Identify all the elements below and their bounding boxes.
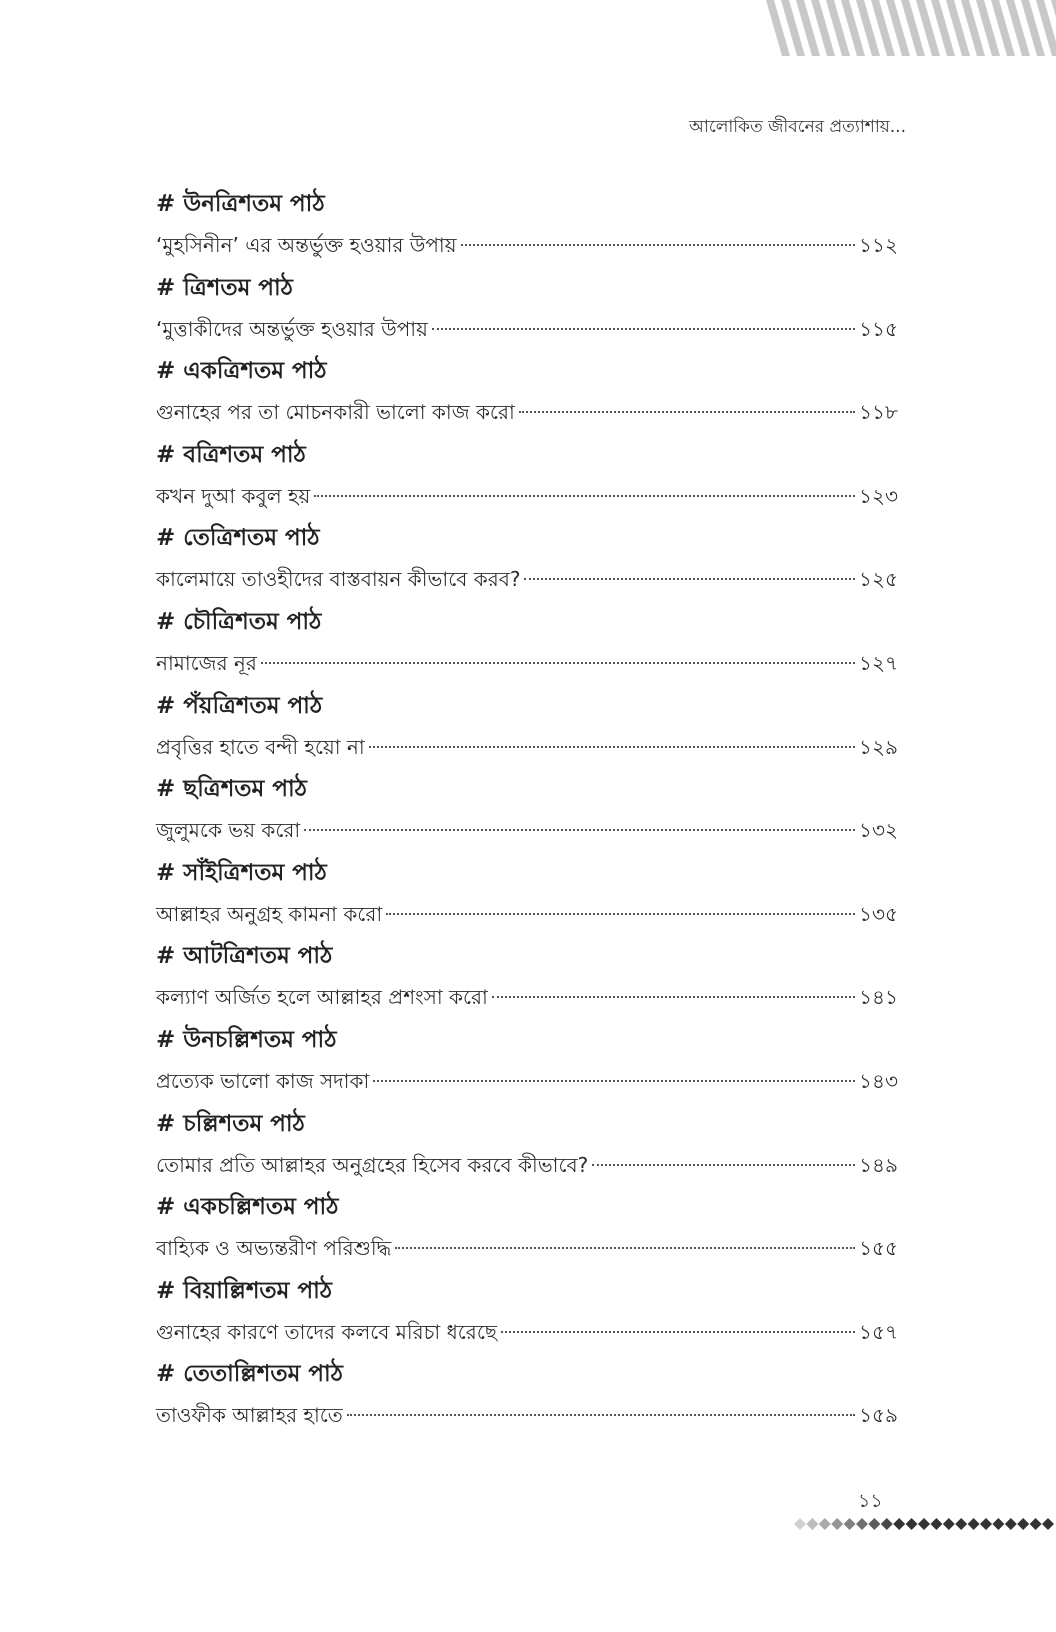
dot-leader xyxy=(314,495,855,497)
chapter-heading: # তেতাল্লিশতম পাঠ xyxy=(156,1361,343,1388)
toc-entry[interactable] xyxy=(156,1152,898,1178)
diamond-shape xyxy=(893,1518,905,1530)
decorative-stripes xyxy=(766,0,1056,56)
dot-leader xyxy=(461,244,856,246)
toc-chapter xyxy=(156,859,898,943)
entry-page-number: ১২৫ xyxy=(859,567,898,592)
toc-entry[interactable] xyxy=(156,483,898,509)
diamond-shape xyxy=(868,1518,880,1530)
diamond-shape xyxy=(992,1518,1004,1530)
entry-title: বাহ্যিক ও অভ্যন্তরীণ পরিশুদ্ধি xyxy=(156,1236,392,1261)
toc-entry[interactable] xyxy=(156,1235,898,1261)
dot-leader xyxy=(386,913,855,915)
entry-page-number: ১১৮ xyxy=(859,400,898,425)
chapter-heading: # সাঁইত্রিশতম পাঠ xyxy=(156,859,327,886)
dot-leader xyxy=(432,328,855,330)
chapter-heading: # উনচল্লিশতম পাঠ xyxy=(156,1026,337,1053)
entry-page-number: ১৩২ xyxy=(859,818,898,843)
entry-title: কল্যাণ অর্জিত হলে আল্লাহর প্রশংসা করো xyxy=(156,985,488,1010)
toc-chapter xyxy=(156,1110,898,1194)
decorative-diamond-border xyxy=(794,1514,1056,1534)
toc-chapter xyxy=(156,190,898,274)
entry-page-number: ১৪৩ xyxy=(859,1068,898,1093)
entry-title: গুনাহের পর তা মোচনকারী ভালো কাজ করো xyxy=(156,400,515,425)
chapter-heading: # বত্রিশতম পাঠ xyxy=(156,441,306,468)
toc-entry[interactable] xyxy=(156,650,898,676)
dot-leader xyxy=(395,1247,855,1249)
entry-title: কালেমায়ে তাওহীদের বাস্তবায়ন কীভাবে করব? xyxy=(156,567,521,592)
toc-chapter xyxy=(156,1360,898,1444)
toc-chapter xyxy=(156,692,898,776)
diamond-shape xyxy=(1042,1518,1054,1530)
diamond-shape xyxy=(930,1518,942,1530)
toc-entry[interactable] xyxy=(156,984,898,1010)
diamond-shape xyxy=(856,1518,868,1530)
entry-title: প্রত্যেক ভালো কাজ সদাকা xyxy=(156,1068,370,1093)
entry-title: ‘মুহসিনীন’ এর অন্তর্ভুক্ত হওয়ার উপায় xyxy=(156,233,457,257)
chapter-heading: # চল্লিশতম পাঠ xyxy=(156,1110,305,1137)
dot-leader xyxy=(373,1080,855,1082)
toc-chapter xyxy=(156,524,898,608)
entry-title: আল্লাহর অনুগ্রহ কামনা করো xyxy=(156,901,383,926)
chapter-heading: # আটত্রিশতম পাঠ xyxy=(156,943,333,970)
chapter-heading: # পঁয়ত্রিশতম পাঠ xyxy=(156,692,323,719)
entry-page-number: ১৫৫ xyxy=(859,1236,898,1261)
toc-chapter xyxy=(156,357,898,441)
dot-leader xyxy=(304,829,855,831)
toc-entry[interactable] xyxy=(156,232,898,258)
diamond-shape xyxy=(1030,1518,1042,1530)
toc-entry[interactable] xyxy=(156,901,898,927)
diamond-shape xyxy=(806,1518,818,1530)
toc-chapter xyxy=(156,942,898,1026)
entry-page-number: ১২৩ xyxy=(859,483,898,508)
toc-entry[interactable] xyxy=(156,817,898,843)
chapter-heading: # উনত্রিশতম পাঠ xyxy=(156,191,325,217)
entry-page-number: ১৫৭ xyxy=(859,1319,898,1344)
entry-page-number: ১১২ xyxy=(859,233,898,257)
toc-chapter xyxy=(156,1193,898,1277)
chapter-heading: # চৌত্রিশতম পাঠ xyxy=(156,608,322,635)
toc-entry[interactable] xyxy=(156,734,898,760)
entry-title: জুলুমকে ভয় করো xyxy=(156,818,301,843)
diamond-shape xyxy=(794,1518,806,1530)
diamond-shape xyxy=(918,1518,930,1530)
diamond-shape xyxy=(980,1518,992,1530)
toc-chapter xyxy=(156,775,898,859)
entry-page-number: ১৩৫ xyxy=(859,901,898,926)
entry-page-number: ১১৫ xyxy=(859,316,898,341)
toc-chapter xyxy=(156,274,898,358)
toc-entry[interactable] xyxy=(156,1402,898,1428)
diamond-shape xyxy=(819,1518,831,1530)
entry-page-number: ১৫৯ xyxy=(859,1403,898,1428)
dot-leader xyxy=(501,1331,855,1333)
dot-leader xyxy=(347,1414,855,1416)
diamond-shape xyxy=(831,1518,843,1530)
entry-title: তোমার প্রতি আল্লাহর অনুগ্রহের হিসেব করবে কীভাবে? xyxy=(156,1152,589,1177)
entry-title: গুনাহের কারণে তাদের কলবে মরিচা ধরেছে xyxy=(156,1319,497,1344)
diamond-shape xyxy=(844,1518,856,1530)
entry-title: ‘মুত্তাকীদের অন্তর্ভুক্ত হওয়ার উপায় xyxy=(156,316,428,341)
chapter-heading: # বিয়াল্লিশতম পাঠ xyxy=(156,1277,333,1304)
dot-leader xyxy=(524,578,855,580)
entry-page-number: ১২৭ xyxy=(859,650,898,675)
chapter-heading: # একত্রিশতম পাঠ xyxy=(156,358,327,385)
entry-page-number: ১৪৯ xyxy=(859,1152,898,1177)
dot-leader xyxy=(492,996,855,998)
entry-page-number: ১২৯ xyxy=(859,734,898,759)
diamond-shape xyxy=(1005,1518,1017,1530)
running-head: আলোকিত জীবনের প্রত্যাশায়... xyxy=(689,117,906,137)
page-number: ১১ xyxy=(858,1490,883,1512)
entry-title: তাওফীক আল্লাহর হাতে xyxy=(156,1403,343,1428)
chapter-heading: # ত্রিশতম পাঠ xyxy=(156,274,293,301)
toc-chapter xyxy=(156,1026,898,1110)
chapter-heading: # তেত্রিশতম পাঠ xyxy=(156,525,320,552)
diamond-shape xyxy=(943,1518,955,1530)
entry-title: কখন দুআ কবুল হয় xyxy=(156,483,311,508)
entry-title: নামাজের নূর xyxy=(156,650,257,675)
toc-chapter xyxy=(156,1277,898,1361)
diamond-shape xyxy=(968,1518,980,1530)
toc-entry[interactable] xyxy=(156,399,898,425)
chapter-heading: # একচল্লিশতম পাঠ xyxy=(156,1194,339,1221)
dot-leader xyxy=(592,1164,855,1166)
toc-chapter xyxy=(156,608,898,692)
chapter-heading: # ছত্রিশতম পাঠ xyxy=(156,776,307,803)
table-of-contents xyxy=(156,190,898,1444)
toc-entry[interactable] xyxy=(156,566,898,592)
diamond-shape xyxy=(881,1518,893,1530)
dot-leader xyxy=(261,662,855,664)
dot-leader xyxy=(519,411,855,413)
diamond-shape xyxy=(906,1518,918,1530)
entry-title: প্রবৃত্তির হাতে বন্দী হয়ো না xyxy=(156,734,365,759)
toc-entry[interactable] xyxy=(156,316,898,342)
dot-leader xyxy=(369,746,855,748)
toc-entry[interactable] xyxy=(156,1319,898,1345)
entry-page-number: ১৪১ xyxy=(859,985,898,1010)
toc-entry[interactable] xyxy=(156,1068,898,1094)
toc-chapter xyxy=(156,441,898,525)
diamond-shape xyxy=(1017,1518,1029,1530)
diamond-shape xyxy=(955,1518,967,1530)
